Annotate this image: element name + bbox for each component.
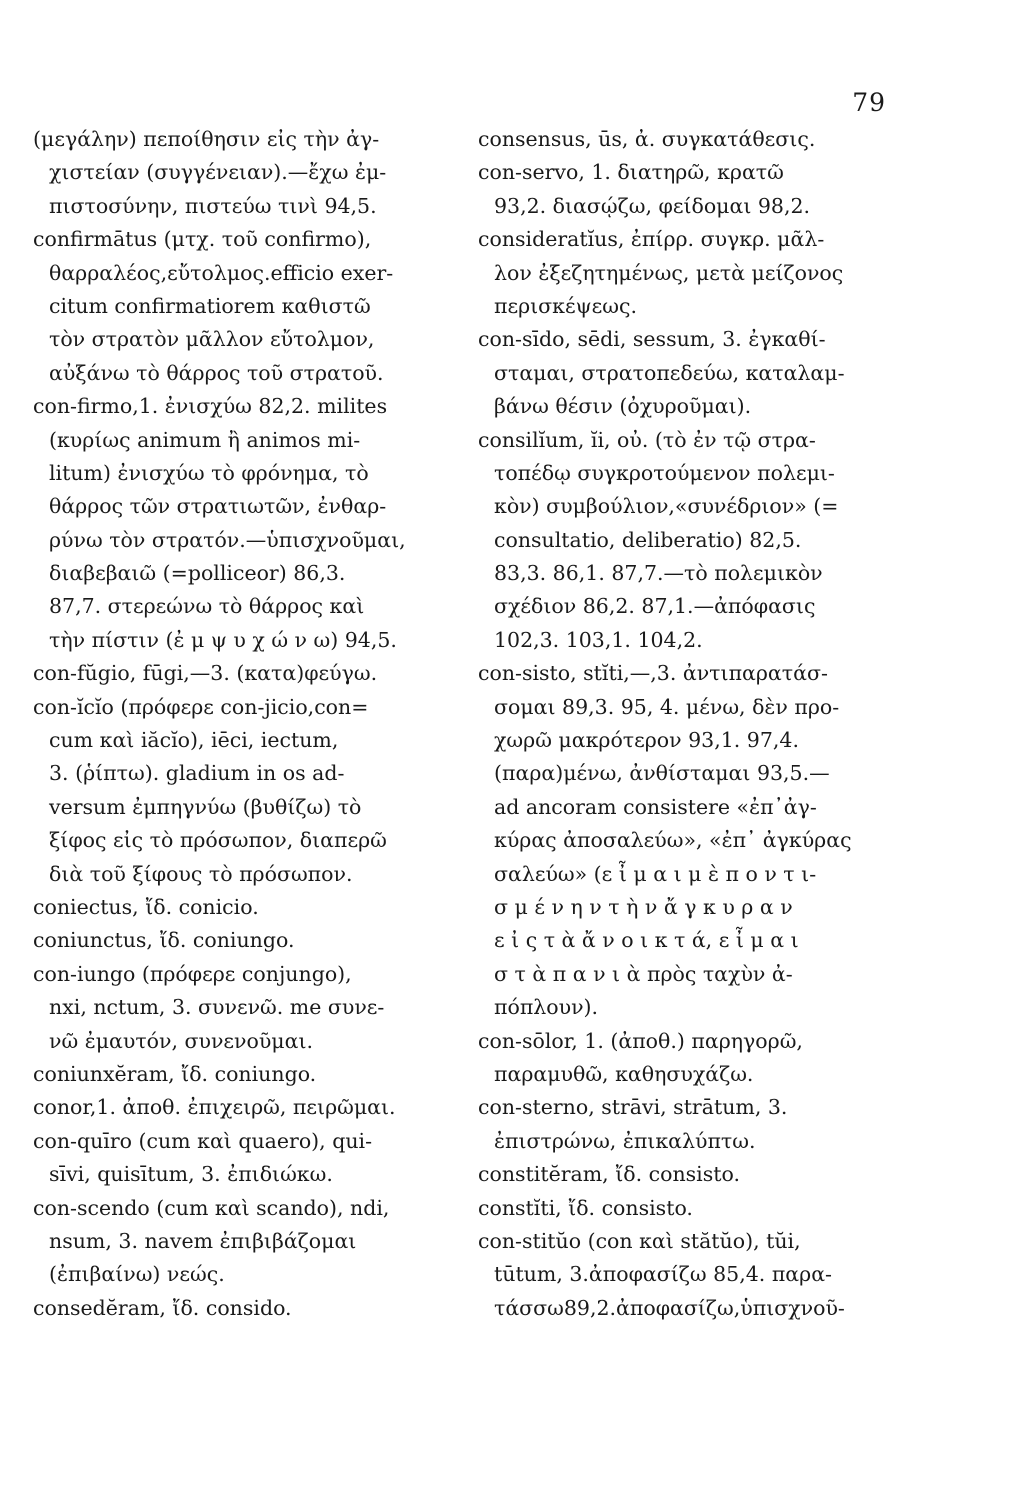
text-line: con-fŭgio, fūgi,—3. (κατα)φεύγω.: [33, 661, 378, 686]
text-line: (μεγάλην) πεποίθησιν εἰς τὴν ἀγ-: [33, 127, 380, 151]
text-line: con-firmo,1. ἐνισχύω 82,2. milites: [33, 394, 388, 419]
text-line: con-ĭcĭo (πρόφερε con-jicio,con=: [33, 694, 369, 719]
text-line: τὸν στρατὸν μᾶλλον εὔτολμον,: [49, 327, 375, 352]
text-line: tūtum, 3.ἀποφασίζω 85,4. παρα-: [494, 1262, 832, 1287]
text-line: (παρα)μένω, ἀνθίσταμαι 93,5.—: [494, 761, 830, 786]
text-line: τὴν πίστιν (ἐ μ ψ υ χ ώ ν ω) 94,5.: [49, 627, 397, 652]
text-line: consultatio, deliberatio) 82,5.: [494, 527, 802, 552]
text-line: 87,7. στερεώνω τὸ θάρρος καὶ: [49, 594, 365, 619]
text-line: cum καὶ iăcĭo), iēci, iectum,: [49, 728, 339, 753]
text-line: consedĕram, ἴδ. consido.: [33, 1295, 292, 1320]
text-line: ξίφος εἰς τὸ πρόσωπον, διαπερῶ: [49, 828, 387, 853]
text-line: consilĭum, ĭi, οὐ. (τὸ ἐν τῷ στρα-: [478, 427, 816, 452]
text-line: versum ἐμπηγνύω (βυθίζω) τὸ: [49, 794, 362, 819]
text-line: σ τ ὰ π α ν ι ὰ πρὸς ταχὺν ἀ-: [494, 961, 793, 986]
text-line: τοπέδῳ συγκροτούμενον πολεμι-: [494, 460, 835, 485]
right-column: [478, 123, 904, 1325]
text-line: coniunxĕram, ἴδ. coniungo.: [33, 1061, 317, 1086]
text-line: coniectus, ἴδ. conicio.: [33, 894, 259, 919]
text-line: con-sōlor, 1. (ἀποθ.) παρηγορῶ,: [478, 1028, 803, 1053]
text-line: σ μ έ ν η ν τ ὴ ν ἄ γ κ υ ρ α ν: [494, 894, 793, 919]
left-column: [33, 123, 453, 1325]
text-line: θαρραλέος,εὔτολμος.efficio exer-: [49, 260, 394, 285]
text-line: sīvi, quisītum, 3. ἐπιδιώκω.: [49, 1162, 333, 1187]
page-number: 79: [852, 88, 886, 117]
text-line: consideratĭus, ἐπίρρ. συγκρ. μᾶλ-: [478, 227, 825, 252]
text-line: constĭti, ἴδ. consisto.: [478, 1195, 693, 1220]
text-line: πιστοσύνην, πιστεύω τινὶ 94,5.: [49, 193, 377, 218]
text-line: litum) ἐνισχύω τὸ φρόνημα, τὸ: [49, 460, 369, 485]
text-line: con-sīdo, sēdi, sessum, 3. ἐγκαθί-: [478, 327, 826, 352]
text-line: διὰ τοῦ ξίφους τὸ πρόσωπον.: [49, 861, 353, 886]
text-line: conor,1. ἀποθ. ἐπιχειρῶ, πειρῶμαι.: [33, 1095, 396, 1120]
text-line: χωρῶ μακρότερον 93,1. 97,4.: [494, 728, 799, 753]
text-line: ἐπιστρώνω, ἐπικαλύπτω.: [494, 1128, 756, 1153]
text-line: nsum, 3. navem ἐπιβιβάζομαι: [49, 1228, 357, 1253]
text-line: 102,3. 103,1. 104,2.: [494, 627, 703, 652]
text-line: constitĕram, ἴδ. consisto.: [478, 1162, 740, 1187]
text-line: ρύνω τὸν στρατόν.—ὑπισχνοῦμαι,: [49, 527, 406, 552]
text-line: citum confirmatiorem καθιστῶ: [49, 293, 371, 318]
text-line: ad ancoram consistere «ἐπ᾽ἀγ-: [494, 794, 817, 819]
text-line: τάσσω89,2.ἀποφασίζω,ὑπισχνοῦ-: [494, 1295, 845, 1320]
text-line: περισκέψεως.: [494, 293, 638, 318]
text-line: σαλεύω» (ε ἶ μ α ι μ ὲ π ο ν τ ι-: [494, 861, 817, 886]
text-line: σχέδιον 86,2. 87,1.—ἀπόφασις: [494, 594, 816, 619]
text-line: nxi, nctum, 3. συνενῶ. me συνε-: [49, 995, 385, 1020]
text-line: αὐξάνω τὸ θάρρος τοῦ στρατοῦ.: [49, 360, 384, 385]
text-line: διαβεβαιῶ (=polliceor) 86,3.: [49, 561, 346, 586]
text-line: κὸν) συμβούλιον,«συνέδριον» (=: [494, 494, 839, 519]
text-line: λον ἐξεζητημένως, μετὰ μείζονος: [494, 260, 844, 285]
text-line: 3. (ῥίπτω). gladium in os ad-: [49, 761, 345, 786]
text-line: consensus, ūs, ἀ. συγκατάθεσις.: [478, 127, 816, 151]
text-line: (ἐπιβαίνω) νεώς.: [49, 1262, 225, 1287]
text-line: coniunctus, ἴδ. coniungo.: [33, 928, 295, 953]
text-line: con-iungo (πρόφερε conjungo),: [33, 961, 352, 986]
text-line: con-sisto, stĭti,—,3. ἀντιπαρατάσ-: [478, 661, 828, 686]
text-line: παραμυθῶ, καθησυχάζω.: [494, 1061, 754, 1086]
text-line: con-servo, 1. διατηρῶ, κρατῶ: [478, 160, 784, 185]
text-line: ε ἰ ς τ ὰ ἄ ν ο ι κ τ ά, ε ἶ μ α ι: [494, 928, 799, 953]
text-line: σταμαι, στρατοπεδεύω, καταλαμ-: [494, 360, 845, 385]
text-line: κύρας ἀποσαλεύω», «ἐπ᾽ ἀγκύρας: [494, 828, 852, 853]
text-line: con-scendo (cum καὶ scando), ndi,: [33, 1195, 390, 1220]
text-line: con-quīro (cum καὶ quaero), qui-: [33, 1128, 373, 1153]
text-line: θάρρος τῶν στρατιωτῶν, ἐνθαρ-: [49, 494, 387, 519]
text-line: πόπλουν).: [494, 995, 599, 1020]
text-line: νῶ ἐμαυτόν, συνενοῦμαι.: [49, 1028, 314, 1053]
text-line: con-sterno, strāvi, strātum, 3.: [478, 1095, 788, 1120]
text-line: 83,3. 86,1. 87,7.—τὸ πολεμικὸν: [494, 561, 823, 586]
text-line: 93,2. διασῴζω, φείδομαι 98,2.: [494, 193, 811, 218]
text-line: χιστείαν (συγγένειαν).—ἔχω ἐμ-: [49, 160, 387, 185]
text-line: (κυρίως animum ἢ animos mi-: [49, 427, 361, 452]
text-line: confirmātus (μτχ. τοῦ confirmo),: [33, 227, 372, 252]
text-line: σομαι 89,3. 95, 4. μένω, δὲν προ-: [494, 694, 840, 719]
text-line: βάνω θέσιν (ὀχυροῦμαι).: [494, 394, 752, 419]
text-line: con-stitŭo (con καὶ stătŭo), tŭi,: [478, 1228, 801, 1253]
